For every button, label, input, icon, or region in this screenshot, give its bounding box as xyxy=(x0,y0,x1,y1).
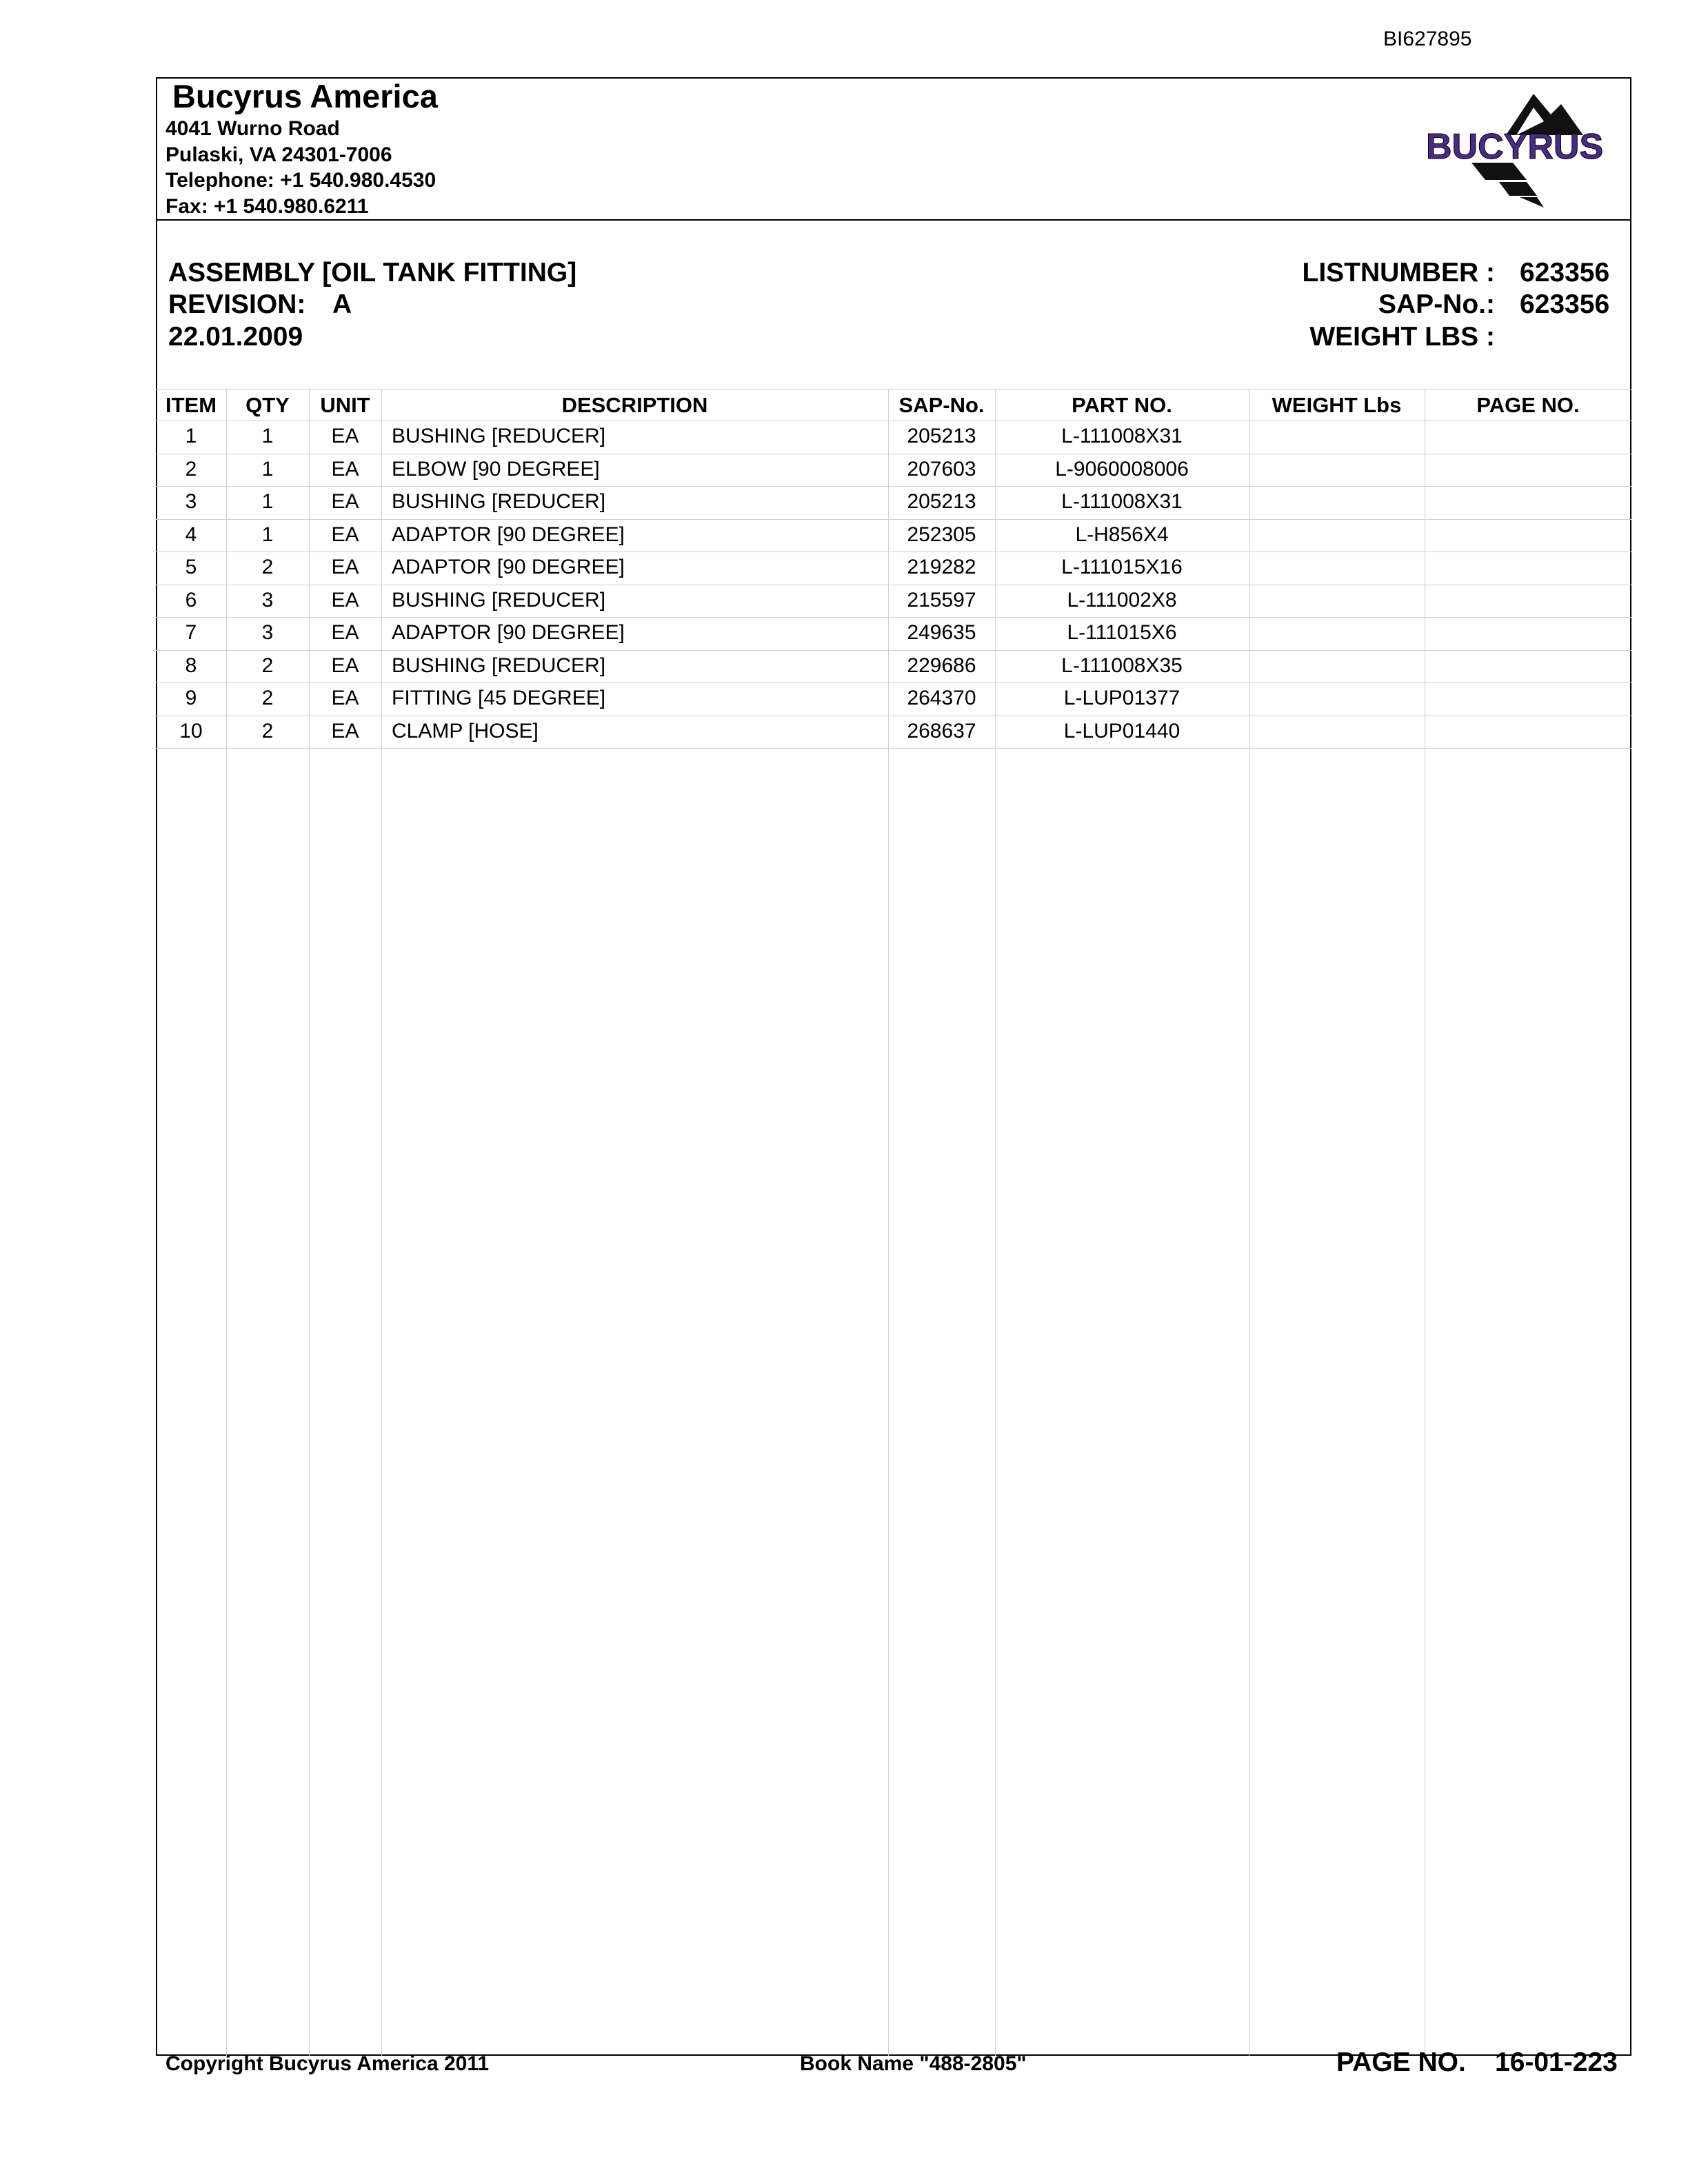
weight-cell xyxy=(1249,454,1425,485)
description-cell: ADAPTOR [90 DEGREE] xyxy=(392,523,625,546)
header-divider xyxy=(156,219,1631,221)
description-cell: ADAPTOR [90 DEGREE] xyxy=(392,556,625,578)
telephone: Telephone: +1 540.980.4530 xyxy=(165,169,436,192)
sap-cell: 219282 xyxy=(907,556,976,578)
page-no-cell xyxy=(1425,454,1631,485)
listnumber-value: 623356 xyxy=(1520,258,1610,287)
header-item: ITEM xyxy=(165,393,217,417)
sap-cell: 249635 xyxy=(907,621,976,644)
sap-cell: 264370 xyxy=(907,687,976,709)
description-cell: BUSHING [REDUCER] xyxy=(392,425,606,447)
page-no-cell xyxy=(1425,617,1631,649)
table-top-rule xyxy=(156,389,1631,390)
unit-cell: EA xyxy=(331,687,359,709)
part-no-cell: L-111008X31 xyxy=(1061,425,1183,447)
qty-cell: 1 xyxy=(261,425,274,447)
part-no-cell: L-LUP01440 xyxy=(1063,719,1180,742)
part-no-cell: L-9060008006 xyxy=(1055,457,1189,481)
page-no-cell xyxy=(1425,486,1631,518)
listnumber-label: LISTNUMBER : xyxy=(1302,258,1495,287)
item-cell: 1 xyxy=(185,425,197,447)
assembly-date: 22.01.2009 xyxy=(168,322,303,352)
qty-cell: 1 xyxy=(261,490,274,513)
item-cell: 7 xyxy=(185,621,197,644)
weight-cell xyxy=(1249,421,1425,452)
item-cell: 4 xyxy=(185,523,197,546)
part-no-cell: L-111002X8 xyxy=(1067,588,1177,611)
row-divider xyxy=(156,748,1631,749)
qty-cell: 2 xyxy=(261,719,274,742)
address-line: 4041 Wurno Road xyxy=(165,117,340,140)
header-qty: QTY xyxy=(245,393,290,417)
fax: Fax: +1 540.980.6211 xyxy=(165,195,369,218)
item-cell: 2 xyxy=(185,457,197,481)
company-name: Bucyrus America xyxy=(172,78,438,114)
header-unit: UNIT xyxy=(320,393,370,417)
weight-cell xyxy=(1249,552,1425,583)
sap-value: 623356 xyxy=(1520,290,1610,319)
part-no-cell: L-111008X31 xyxy=(1061,490,1183,513)
description-cell: CLAMP [HOSE] xyxy=(392,719,539,742)
sap-cell: 215597 xyxy=(907,588,976,611)
part-no-cell: L-111008X35 xyxy=(1061,654,1183,677)
part-no-cell: L-H856X4 xyxy=(1075,523,1169,546)
description-cell: FITTING [45 DEGREE] xyxy=(392,687,606,709)
weight-cell xyxy=(1249,682,1425,714)
page-no-cell xyxy=(1425,682,1631,714)
part-no-cell: L-LUP01377 xyxy=(1063,687,1180,709)
revision-label: REVISION: xyxy=(168,290,306,319)
page-frame xyxy=(156,77,1631,2056)
header-description: DESCRIPTION xyxy=(561,393,708,417)
revision-value: A xyxy=(332,290,352,319)
item-cell: 3 xyxy=(185,490,197,513)
footer-page-label: PAGE NO. xyxy=(1336,2048,1466,2077)
weight-cell xyxy=(1249,650,1425,682)
weight-cell xyxy=(1249,585,1425,616)
item-cell: 8 xyxy=(185,654,197,677)
part-no-cell: L-111015X6 xyxy=(1067,621,1177,644)
weight-label: WEIGHT LBS : xyxy=(1309,322,1495,352)
part-no-cell: L-111015X16 xyxy=(1061,556,1183,578)
page-no-cell xyxy=(1425,585,1631,616)
item-cell: 9 xyxy=(185,687,197,709)
bucyrus-logo xyxy=(1423,87,1630,211)
qty-cell: 1 xyxy=(261,457,274,481)
logo-text: BUCYRUS xyxy=(1426,127,1604,167)
unit-cell: EA xyxy=(331,588,359,611)
unit-cell: EA xyxy=(331,621,359,644)
sap-cell: 205213 xyxy=(907,490,976,513)
sap-cell: 252305 xyxy=(907,523,976,546)
page-no-cell xyxy=(1425,519,1631,551)
column-divider xyxy=(381,389,382,2056)
qty-cell: 2 xyxy=(261,687,274,709)
weight-cell xyxy=(1249,716,1425,747)
item-cell: 6 xyxy=(185,588,197,611)
unit-cell: EA xyxy=(331,654,359,677)
item-cell: 5 xyxy=(185,556,197,578)
address-line: Pulaski, VA 24301-7006 xyxy=(165,143,392,166)
unit-cell: EA xyxy=(331,457,359,481)
sap-cell: 207603 xyxy=(907,457,976,481)
page-no-cell xyxy=(1425,552,1631,583)
header-page-no: PAGE NO. xyxy=(1476,393,1580,417)
weight-cell xyxy=(1249,486,1425,518)
footer-copyright: Copyright Bucyrus America 2011 xyxy=(165,2052,490,2075)
header-weight: WEIGHT Lbs xyxy=(1272,393,1402,417)
unit-cell: EA xyxy=(331,523,359,546)
description-cell: BUSHING [REDUCER] xyxy=(392,588,606,611)
weight-cell xyxy=(1249,617,1425,649)
header-sap-no: SAP-No. xyxy=(898,393,985,417)
page-no-cell xyxy=(1425,650,1631,682)
sap-label: SAP-No.: xyxy=(1378,290,1495,319)
document-id: BI627895 xyxy=(1383,28,1472,50)
footer-book-name: Book Name "488-2805" xyxy=(800,2052,1027,2075)
unit-cell: EA xyxy=(331,490,359,513)
qty-cell: 3 xyxy=(261,588,274,611)
item-cell: 10 xyxy=(179,719,203,742)
qty-cell: 2 xyxy=(261,556,274,578)
unit-cell: EA xyxy=(331,719,359,742)
sap-cell: 205213 xyxy=(907,425,976,447)
footer-page-number: 16-01-223 xyxy=(1495,2048,1618,2077)
qty-cell: 3 xyxy=(261,621,274,644)
description-cell: BUSHING [REDUCER] xyxy=(392,490,606,513)
qty-cell: 1 xyxy=(261,523,274,546)
unit-cell: EA xyxy=(331,425,359,447)
unit-cell: EA xyxy=(331,556,359,578)
sap-cell: 268637 xyxy=(907,719,976,742)
description-cell: BUSHING [REDUCER] xyxy=(392,654,606,677)
page-no-cell xyxy=(1425,716,1631,747)
sap-cell: 229686 xyxy=(907,654,976,677)
assembly-title: ASSEMBLY [OIL TANK FITTING] xyxy=(168,258,577,287)
weight-cell xyxy=(1249,519,1425,551)
page-no-cell xyxy=(1425,421,1631,452)
header-part-no: PART NO. xyxy=(1072,393,1172,417)
description-cell: ADAPTOR [90 DEGREE] xyxy=(392,621,625,644)
qty-cell: 2 xyxy=(261,654,274,677)
description-cell: ELBOW [90 DEGREE] xyxy=(392,457,600,481)
